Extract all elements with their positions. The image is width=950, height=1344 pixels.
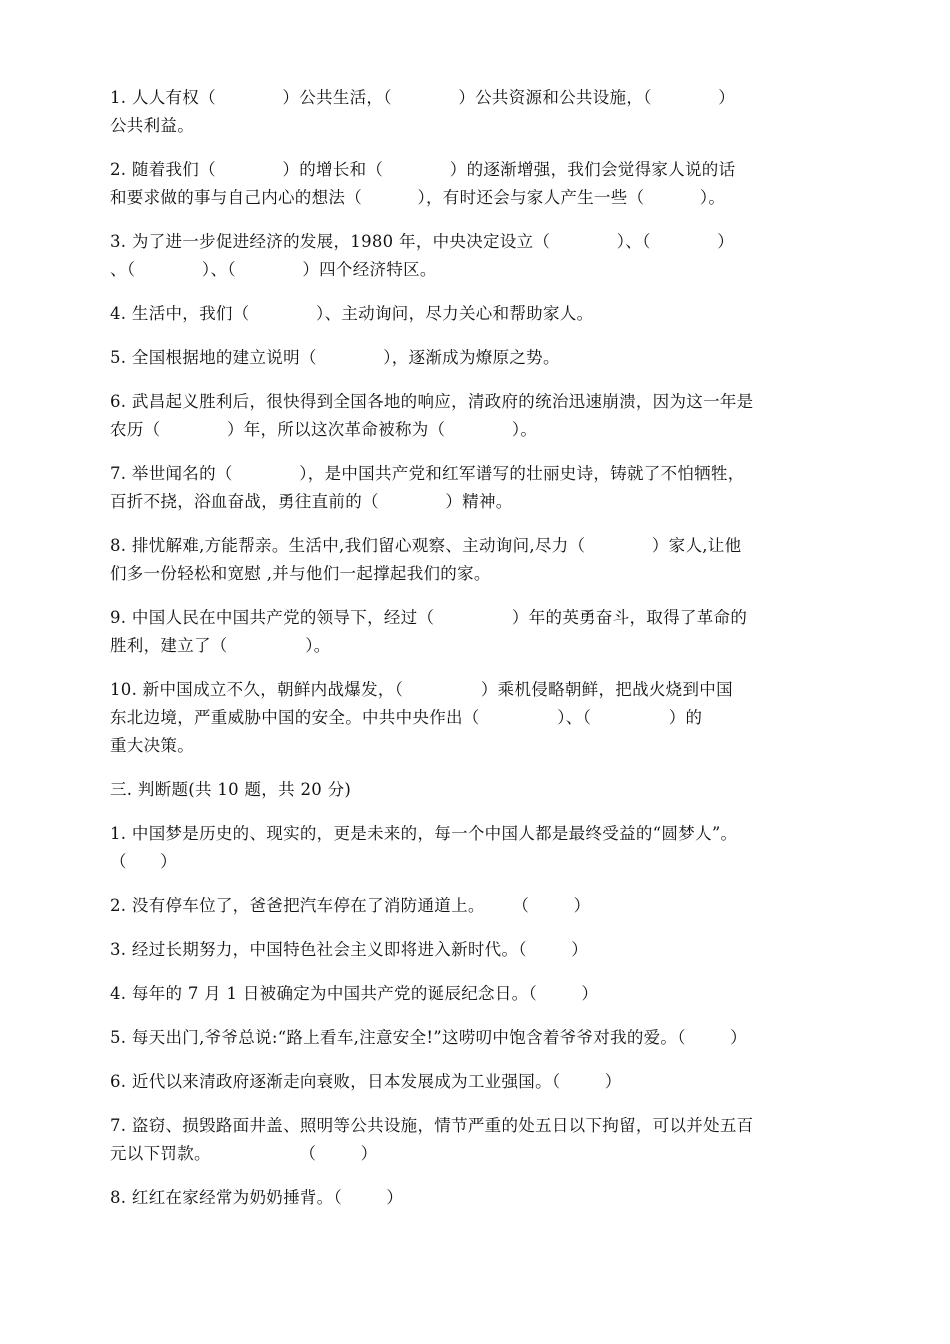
question-text: 百折不挠，浴血奋战，勇往直前的（ ）精神。 [110, 492, 513, 511]
question-text: 3. 为了进一步促进经济的发展，1980 年，中央决定设立（ ）、（ ） [110, 232, 734, 251]
section-title: 三. 判断题(共 10 题，共 20 分) [110, 780, 352, 799]
question-text: 们多一份轻松和宽慰 ,并与他们一起撑起我们的家。 [110, 564, 491, 583]
question-text: 9. 中国人民在中国共产党的领导下，经过（ ）年的英勇奋斗，取得了革命的 [110, 608, 748, 627]
question-text: 农历（ ）年，所以这次革命被称为（ ）。 [110, 420, 538, 439]
fill-question-5 [110, 344, 850, 372]
question-text: 1. 人人有权（ ）公共生活，（ ）公共资源和公共设施，（ ） [110, 88, 736, 107]
fill-question-7 [110, 460, 850, 516]
judge-question-1 [110, 820, 850, 876]
question-text: 6. 近代以来清政府逐渐走向衰败，日本发展成为工业强国。（ ） [110, 1072, 622, 1091]
question-text: 、（ ）、（ ）四个经济特区。 [110, 260, 437, 279]
fill-question-6 [110, 388, 850, 444]
question-text: 重大决策。 [110, 736, 194, 755]
question-text: 和要求做的事与自己内心的想法（ ），有时还会与家人产生一些（ ）。 [110, 188, 726, 207]
question-text: 元以下罚款。 （ ） [110, 1144, 378, 1163]
question-text: 4. 生活中，我们（ ）、主动询问，尽力关心和帮助家人。 [110, 304, 594, 323]
fill-question-9 [110, 604, 850, 660]
question-text: 4. 每年的 7 月 1 日被确定为中国共产党的诞辰纪念日。（ ） [110, 984, 599, 1003]
question-text: 3. 经过长期努力，中国特色社会主义即将进入新时代。（ ） [110, 940, 588, 959]
question-text: 8. 红红在家经常为奶奶捶背。（ ） [110, 1188, 404, 1207]
fill-question-10 [110, 676, 850, 760]
answer-bracket: （ ） [110, 852, 177, 871]
judge-question-5 [110, 1024, 850, 1052]
question-text: 2. 随着我们（ ）的增长和（ ）的逐渐增强，我们会觉得家人说的话 [110, 160, 736, 179]
question-text: 7. 举世闻名的（ ），是中国共产党和红军谱写的壮丽史诗，铸就了不怕牺牲， [110, 464, 745, 483]
question-text: 5. 全国根据地的建立说明（ ），逐渐成为燎原之势。 [110, 348, 560, 367]
fill-question-1 [110, 84, 850, 140]
judge-question-8 [110, 1184, 850, 1212]
fill-question-2 [110, 156, 850, 212]
document-page [110, 84, 850, 1212]
fill-question-8 [110, 532, 850, 588]
question-text: 10. 新中国成立不久，朝鲜内战爆发，（ ）乘机侵略朝鲜，把战火烧到中国 [110, 680, 733, 699]
judge-question-6 [110, 1068, 850, 1096]
question-text: 8. 排忧解难,方能帮亲。生活中,我们留心观察、主动询问,尽力（ ）家人,让他 [110, 536, 742, 555]
question-text: 6. 武昌起义胜利后，很快得到全国各地的响应，清政府的统治迅速崩溃，因为这一年是 [110, 392, 754, 411]
fill-question-4 [110, 300, 850, 328]
question-text: 1. 中国梦是历史的、现实的，更是未来的，每一个中国人都是最终受益的“圆梦人”。 [110, 824, 738, 843]
question-text: 公共利益。 [110, 116, 194, 135]
judge-question-7 [110, 1112, 850, 1168]
judge-question-4 [110, 980, 850, 1008]
question-text: 东北边境，严重威胁中国的安全。中共中央作出（ ）、（ ）的 [110, 708, 703, 727]
question-text: 2. 没有停车位了，爸爸把汽车停在了消防通道上。 （ ） [110, 896, 591, 915]
question-text: 胜利，建立了（ ）。 [110, 636, 331, 655]
judge-question-3 [110, 936, 850, 964]
fill-question-3 [110, 228, 850, 284]
judge-question-2 [110, 892, 850, 920]
question-text: 7. 盗窃、损毁路面井盖、照明等公共设施，情节严重的处五日以下拘留，可以并处五百 [110, 1116, 754, 1135]
question-text: 5. 每天出门,爷爷总说:“路上看车,注意安全!”这唠叨中饱含着爷爷对我的爱。（ ） [110, 1028, 747, 1047]
